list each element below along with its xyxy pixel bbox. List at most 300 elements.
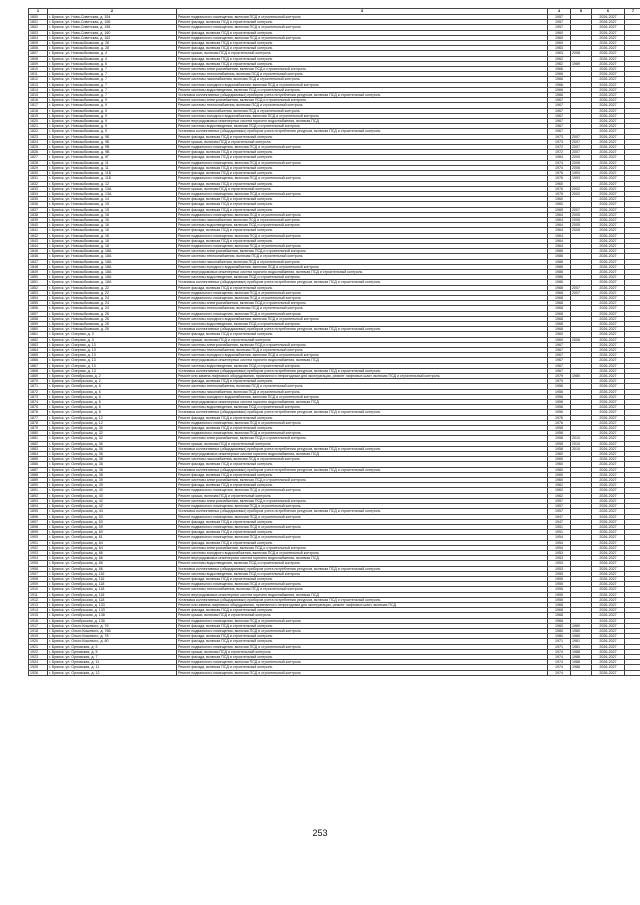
address: г. Брянск, ул. Октябрьская, д. 6 (48, 394, 177, 399)
row-number: 1887 (29, 467, 48, 472)
work-type: Ремонт внутридомовых инженерных систем горячего водоснабжения, включая ПСД (177, 452, 548, 457)
work-type: Ремонт фасада, включая ПСД и строительный контроль (177, 415, 548, 420)
build-year: 1960 (548, 337, 571, 342)
row-number: 1923 (29, 654, 48, 659)
work-type: Ремонт подвального помещения, включая ПСД и строительный контроль (177, 628, 548, 633)
row-number: 1878 (29, 420, 48, 425)
work-type: Ремонт внутридомовых инженерных систем горячего водоснабжения, включая ПСД (177, 592, 548, 597)
row-number: 1820 (29, 119, 48, 124)
work-type: Ремонт системы газоснабжения, включая ПСД и строительный контроль (177, 389, 548, 394)
build-year: 1986 (548, 259, 571, 264)
work-type: Ремонт крыши, включая ПСД и строительный контроль (177, 139, 548, 144)
row-number: 1924 (29, 660, 48, 665)
build-year: 1964 (548, 243, 571, 248)
work-type: Ремонт системы холодного водоснабжения, включая ПСД и строительный контроль (177, 113, 548, 118)
build-year: 1954 (548, 545, 571, 550)
address: г. Брянск, ул. Октябрьская, д. 39 (48, 478, 177, 483)
address: г. Брянск, ул. Озерная, д. 13 (48, 348, 177, 353)
work-type: Ремонт системы теплоснабжения, включая ПСД и строительный контроль (177, 587, 548, 592)
document-page (28, 8, 635, 676)
last-repair-year: 2007 (571, 145, 592, 150)
row-number: 1863 (29, 342, 48, 347)
work-type: Ремонт подвального помещения, включая ПСД и строительный контроль (177, 176, 548, 181)
row-number: 1901 (29, 540, 48, 545)
build-year: 1960 (548, 202, 571, 207)
work-type: Ремонт фасада, включая ПСД и строительный контроль (177, 197, 548, 202)
row-number: 1882 (29, 441, 48, 446)
planned-period: 2026-2027 (592, 254, 625, 259)
build-year: 1979 (548, 379, 571, 384)
planned-period: 2026-2027 (592, 176, 625, 181)
row-number: 1906 (29, 566, 48, 571)
last-repair-year: 1980 (571, 623, 592, 628)
address: г. Брянск, ул. Новозыбковская, д. 7 (48, 87, 177, 92)
address: г. Брянск, ул. Новозыбковская, д. 16 (48, 212, 177, 217)
row-number: 1904 (29, 556, 48, 561)
planned-period: 2026-2027 (592, 446, 625, 451)
address: г. Брянск, ул. Октябрьская, д. 116 (48, 571, 177, 576)
build-year: 1974 (548, 654, 571, 659)
work-type: Ремонт фасада, включая ПСД и строительный контроль (177, 238, 548, 243)
build-year: 1960 (548, 457, 571, 462)
address: г. Брянск, ул. Новозыбковская, д. 15 (48, 207, 177, 212)
last-repair-year: 2005 (571, 223, 592, 228)
build-year: 1964 (548, 233, 571, 238)
planned-period: 2026-2027 (592, 321, 625, 326)
planned-period: 2026-2027 (592, 285, 625, 290)
planned-period: 2026-2027 (592, 103, 625, 108)
build-year: 1968 (548, 311, 571, 316)
row-number: 1922 (29, 649, 48, 654)
address: г. Брянск, ул. Октябрьская, д. 118 (48, 587, 177, 592)
build-year: 1986 (548, 254, 571, 259)
planned-period: 2026-2027 (592, 311, 625, 316)
address: г. Брянск, ул. Октябрьская, д. 133 (48, 602, 177, 607)
address: г. Брянск, ул. Октябрьская, д. 118 (48, 597, 177, 602)
build-year: 1968 (548, 327, 571, 332)
build-year: 1980 (548, 634, 571, 639)
work-type: Установка коллективных (общедомовых) приборов учета потребления ресурсов, включая ПСД и строительный контроль (177, 280, 548, 285)
address: г. Брянск, ул. Ольги Кошевого, д. 80 (48, 639, 177, 644)
planned-period: 2026-2027 (592, 332, 625, 337)
planned-period: 2026-2027 (592, 295, 625, 300)
work-type: Ремонт крыши, включая ПСД и строительный контроль (177, 186, 548, 191)
address: г. Брянск, ул. Октябрьская, д. 66 (48, 556, 177, 561)
planned-period: 2026-2027 (592, 597, 625, 602)
row-number: 1856 (29, 306, 48, 311)
work-type: Ремонт подвального помещения, включая ПСД и строительный контроль (177, 670, 548, 675)
work-type: Ремонт системы холодного водоснабжения, включая ПСД и строительный контроль (177, 353, 548, 358)
row-number: 1818 (29, 108, 48, 113)
row-number: 1819 (29, 113, 48, 118)
work-type: Ремонт фасада, включая ПСД и строительный контроль (177, 540, 548, 545)
build-year: 1957 (548, 504, 571, 509)
address: г. Брянск, ул. Новозыбковская, д. 11 (48, 165, 177, 170)
last-repair-year: 2005 (571, 217, 592, 222)
planned-period: 2026-2027 (592, 51, 625, 56)
row-number: 1855 (29, 301, 48, 306)
work-type: Ремонт фасада, включая ПСД и строительный контроль (177, 519, 548, 524)
work-type: Ремонт фасада, включая ПСД и строительный контроль (177, 202, 548, 207)
address: г. Брянск, ул. Новозыбковская, д. 9 (48, 103, 177, 108)
row-number: 1834 (29, 191, 48, 196)
row-number: 1874 (29, 400, 48, 405)
address: г. Брянск, ул. Новозыбковская, д. 18А (48, 275, 177, 280)
work-type: Ремонт фасада, включая ПСД и строительный контроль (177, 165, 548, 170)
work-type: Ремонт внутридомовых инженерных систем горячего водоснабжения, включая ПСД (177, 119, 548, 124)
address: г. Брянск, ул. Озерная, д. 13 (48, 353, 177, 358)
planned-period: 2026-2027 (592, 82, 625, 87)
build-year: 1962 (548, 488, 571, 493)
row-number: 1858 (29, 316, 48, 321)
row-number: 1810 (29, 67, 48, 72)
work-type: Ремонт фасада, включая ПСД и строительный контроль (177, 665, 548, 670)
planned-period: 2026-2027 (592, 415, 625, 420)
build-year: 1957 (548, 498, 571, 503)
row-number: 1891 (29, 488, 48, 493)
work-type: Ремонт подвального помещения, включая ПСД и строительный контроль (177, 243, 548, 248)
build-year: 1962 (548, 61, 571, 66)
row-number: 1895 (29, 509, 48, 514)
build-year: 1974 (548, 649, 571, 654)
build-year: 1968 (548, 301, 571, 306)
build-year: 1964 (548, 223, 571, 228)
address: г. Брянск, ул. Октябрьская, д. 38 (48, 462, 177, 467)
work-type: Ремонт подвального помещения, включая ПСД и строительный контроль (177, 644, 548, 649)
planned-period: 2026-2027 (592, 602, 625, 607)
work-type: Ремонт системы водоотведения, включая ПСД и строительный контроль (177, 275, 548, 280)
address: г. Брянск, ул. Октябрьская, д. 12 (48, 420, 177, 425)
planned-period: 2026-2027 (592, 243, 625, 248)
work-type: Ремонт внутридомовых инженерных систем горячего водоснабжения, включая ПСД (177, 556, 548, 561)
work-type: Ремонт системы теплоснабжения, включая ПСД и строительный контроль (177, 72, 548, 77)
row-number: 1841 (29, 228, 48, 233)
work-type: Ремонт системы электроснабжения, включая ПСД и строительный контроль (177, 249, 548, 254)
address: г. Брянск, ул. Новозыбковская, д. 12 (48, 181, 177, 186)
last-repair-year: 2005 (571, 228, 592, 233)
page-number: 253 (312, 828, 328, 838)
address: г. Брянск, ул. Октябрьская, д. 6 (48, 400, 177, 405)
address: г. Брянск, ул. Октябрьская, д. 118 (48, 592, 177, 597)
build-year: 1960 (548, 478, 571, 483)
work-type: Ремонт подвального помещения, включая ПСД и строительный контроль (177, 212, 548, 217)
address: г. Брянск, ул. Новозыбковская, д. 18А (48, 264, 177, 269)
address: г. Брянск, ул. Новозыбковская, д. 7 (48, 77, 177, 82)
planned-period: 2026-2027 (592, 98, 625, 103)
work-type: Ремонт крыши, включая ПСД и строительный контроль (177, 337, 548, 342)
work-type: Ремонт фасада, включая ПСД и строительный контроль (177, 332, 548, 337)
planned-period: 2026-2027 (592, 124, 625, 129)
planned-period: 2026-2027 (592, 498, 625, 503)
work-type: Установка коллективных (общедомовых) приборов учета потребления ресурсов, включая ПСД и строительный контроль (177, 509, 548, 514)
work-type: Ремонт подвального помещения, включая ПСД и строительный контроль (177, 582, 548, 587)
work-type: Ремонт фасада, включая ПСД и строительный контроль (177, 285, 548, 290)
last-repair-year: 2010 (571, 436, 592, 441)
work-type: Ремонт подвального помещения, включая ПСД и строительный контроль (177, 420, 548, 425)
planned-period: 2026-2027 (592, 197, 625, 202)
planned-period: 2026-2027 (592, 462, 625, 467)
build-year: 1968 (548, 618, 571, 623)
row-number: 1849 (29, 269, 48, 274)
build-year: 1974 (548, 165, 571, 170)
work-type: Установка коллективных (общедомовых) приборов учета потребления ресурсов, включая ПСД и строительный контроль (177, 597, 548, 602)
address: г. Брянск, ул. Октябрьская, д. 12 (48, 415, 177, 420)
work-type: Ремонт подвального помещения, включая ПСД и строительный контроль (177, 524, 548, 529)
work-type: Ремонт фасада, включая ПСД и строительный контроль (177, 150, 548, 155)
work-type: Ремонт фасада, включая ПСД и строительный контроль (177, 634, 548, 639)
planned-period: 2026-2027 (592, 212, 625, 217)
address: г. Брянск, ул. Новозыбковская, д. 18А (48, 254, 177, 259)
address: г. Брянск, ул. Октябрьская, д. 40 (48, 493, 177, 498)
work-type: Установка коллективных (общедомовых) приборов учета потребления ресурсов, включая ПСД и строительный контроль (177, 410, 548, 415)
build-year: 1986 (548, 249, 571, 254)
row-number: 1915 (29, 613, 48, 618)
row-number: 1918 (29, 628, 48, 633)
row-number: 1808 (29, 56, 48, 61)
build-year: 1953 (548, 550, 571, 555)
planned-period: 2026-2027 (592, 545, 625, 550)
work-type: Ремонт фасада, включая ПСД и строительный контроль (177, 379, 548, 384)
planned-period: 2026-2027 (592, 93, 625, 98)
work-type: Ремонт системы электроснабжения, включая ПСД и строительный контроль (177, 67, 548, 72)
build-year: 1958 (548, 426, 571, 431)
row-number: 1844 (29, 243, 48, 248)
address: г. Брянск, ул. Новозыбковская, д. 7 (48, 82, 177, 87)
planned-period: 2026-2027 (592, 191, 625, 196)
work-type: Ремонт системы газоснабжения, включая ПСД и строительный контроль (177, 77, 548, 82)
row-number: 1836 (29, 202, 48, 207)
work-type: Ремонт фасада, включая ПСД и строительный контроль (177, 576, 548, 581)
planned-period: 2026-2027 (592, 452, 625, 457)
work-type: Ремонт системы водоотведения, включая ПСД и строительный контроль (177, 321, 548, 326)
build-year: 1966 (548, 67, 571, 72)
work-type: Ремонт подвального помещения, включая ПСД и строительный контроль (177, 514, 548, 519)
work-type: Ремонт системы газоснабжения, включая ПСД и строительный контроль (177, 108, 548, 113)
build-year: 1967 (548, 363, 571, 368)
row-number: 1854 (29, 295, 48, 300)
row-number: 1883 (29, 446, 48, 451)
last-repair-year: 2006 (571, 337, 592, 342)
row-number: 1802 (29, 25, 48, 30)
work-type: Ремонт фасада, включая ПСД и строительный контроль (177, 30, 548, 35)
build-year: 1960 (548, 35, 571, 40)
planned-period: 2026-2027 (592, 509, 625, 514)
row-number: 1847 (29, 259, 48, 264)
build-year: 1967 (548, 108, 571, 113)
build-year: 1960 (548, 472, 571, 477)
planned-period: 2026-2027 (592, 405, 625, 410)
work-type: Ремонт крыши, включая ПСД и строительный контроль (177, 441, 548, 446)
last-repair-year: 2007 (571, 134, 592, 139)
row-number: 1815 (29, 93, 48, 98)
build-year: 1967 (548, 342, 571, 347)
planned-period: 2026-2027 (592, 207, 625, 212)
work-type: Ремонт системы электроснабжения, включая ПСД и строительный контроль (177, 545, 548, 550)
build-year: 1956 (548, 400, 571, 405)
planned-period: 2026-2027 (592, 379, 625, 384)
row-number: 1876 (29, 410, 48, 415)
last-repair-year: 2007 (571, 207, 592, 212)
work-type: Ремонт подвального помещения, включая ПСД и строительный контроль (177, 618, 548, 623)
address: г. Брянск, ул. Новозыбковская, д. 9Г (48, 155, 177, 160)
work-type: Ремонт фасада, включая ПСД и строительный контроль (177, 20, 548, 25)
last-repair-year: 2002 (571, 191, 592, 196)
build-year: 1956 (548, 384, 571, 389)
planned-period: 2026-2027 (592, 478, 625, 483)
row-number: 1843 (29, 238, 48, 243)
address: г. Брянск, ул. Новозыбковская, д. 7 (48, 67, 177, 72)
planned-period: 2026-2027 (592, 67, 625, 72)
row-number: 1832 (29, 181, 48, 186)
build-year: 1953 (548, 561, 571, 566)
planned-period: 2026-2027 (592, 280, 625, 285)
last-repair-year: 1980 (571, 634, 592, 639)
row-number: 1909 (29, 582, 48, 587)
planned-period: 2026-2027 (592, 15, 625, 20)
work-type: Ремонт подвального помещения, включая ПСД и строительный контроль (177, 660, 548, 665)
planned-period: 2026-2027 (592, 160, 625, 165)
row-number: 1900 (29, 535, 48, 540)
last-repair-year: 2006 (571, 160, 592, 165)
build-year: 1967 (548, 348, 571, 353)
build-year: 1960 (548, 41, 571, 46)
build-year: 1955 (548, 582, 571, 587)
address: г. Брянск, ул. Озерная, д. 3 (48, 337, 177, 342)
address: г. Брянск, ул. Новозыбковская, д. 6 (48, 61, 177, 66)
planned-period: 2026-2027 (592, 139, 625, 144)
row-number: 1833 (29, 186, 48, 191)
last-repair-year (571, 670, 592, 675)
last-repair-year: 1980 (571, 628, 592, 633)
build-year: 1962 (548, 493, 571, 498)
address: г. Брянск, ул. Новозыбковская, д. 7 (48, 72, 177, 77)
row-number: 1873 (29, 394, 48, 399)
address: г. Брянск, ул. Новозыбковская, д. 18А (48, 269, 177, 274)
address: г. Брянск, ул. Озерная, д. 13 (48, 368, 177, 373)
build-year: 1966 (548, 93, 571, 98)
last-repair-year: 2006 (571, 165, 592, 170)
build-year: 1972 (548, 150, 571, 155)
row-number: 1870 (29, 379, 48, 384)
planned-period: 2026-2027 (592, 61, 625, 66)
address: г. Брянск, ул. Новозыбковская, д. 26 (48, 41, 177, 46)
build-year: 1957 (548, 509, 571, 514)
planned-period: 2026-2027 (592, 535, 625, 540)
build-year: 1986 (548, 275, 571, 280)
work-type: Ремонт фасада, включая ПСД и строительный контроль (177, 56, 548, 61)
address: г. Брянск, ул. Октябрьская, д. 39 (48, 483, 177, 488)
work-type: Ремонт внутридомовых инженерных систем горячего водоснабжения, включая ПСД (177, 400, 548, 405)
build-year: 1966 (548, 72, 571, 77)
row-number: 1871 (29, 384, 48, 389)
last-repair-year: 1988 (571, 660, 592, 665)
row-number: 1823 (29, 134, 48, 139)
address: г. Брянск, ул. Октябрьская, д. 60 (48, 530, 177, 535)
planned-period: 2026-2027 (592, 150, 625, 155)
address: г. Брянск, ул. Октябрьская, д. 6 (48, 389, 177, 394)
planned-period: 2026-2027 (592, 165, 625, 170)
row-number: 1911 (29, 592, 48, 597)
planned-period: 2026-2027 (592, 46, 625, 51)
address: г. Брянск, ул. Новозыбковская, д. 16 (48, 217, 177, 222)
address: г. Брянск, ул. Октябрьская, д. 42 (48, 504, 177, 509)
row-number: 1805 (29, 41, 48, 46)
row-number: 1850 (29, 275, 48, 280)
work-type: Ремонт подвального помещения, включая ПСД и строительный контроль (177, 191, 548, 196)
last-repair-year: 2007 (571, 150, 592, 155)
address: г. Брянск, ул. Орловская, д. 11 (48, 660, 177, 665)
work-type: Ремонт фасада, включая ПСД и строительный контроль (177, 171, 548, 176)
address: г. Брянск, ул. Октябрьская, д. 36 (48, 441, 177, 446)
address: г. Брянск, ул. Озерная, д. 3 (48, 332, 177, 337)
build-year: 1976 (548, 176, 571, 181)
build-year: 1955 (548, 597, 571, 602)
row-number: 1814 (29, 87, 48, 92)
planned-period: 2026-2027 (592, 649, 625, 654)
work-type: Ремонт системы газоснабжения, включая ПСД и строительный контроль (177, 217, 548, 222)
planned-period: 2026-2027 (592, 571, 625, 576)
work-type: Ремонт или замена лифтового оборудования, признанного непригодным для эксплуатации, ремонт лифтовых шахт, включая ПСД (177, 602, 548, 607)
planned-period: 2026-2027 (592, 566, 625, 571)
address: г. Брянск, ул. Октябрьская, д. 53 (48, 519, 177, 524)
row-number: 1868 (29, 368, 48, 373)
work-type: Установка коллективных (общедомовых) приборов учета потребления ресурсов, включая ПСД и строительный контроль (177, 566, 548, 571)
column-header: 2 (48, 9, 177, 15)
build-year: 1958 (548, 441, 571, 446)
address: г. Брянск, ул. Октябрьская, д. 40 (48, 488, 177, 493)
address: г. Брянск, ул. Новозыбковская, д. 4 (48, 51, 177, 56)
build-year: 1955 (548, 592, 571, 597)
build-year: 1967 (548, 368, 571, 373)
planned-period: 2026-2027 (592, 519, 625, 524)
work-type: Ремонт системы электроснабжения, включая ПСД и строительный контроль (177, 478, 548, 483)
build-year: 1976 (548, 171, 571, 176)
work-type: Ремонт системы газоснабжения, включая ПСД и строительный контроль (177, 457, 548, 462)
last-repair-year: 2007 (571, 285, 592, 290)
planned-period: 2026-2027 (592, 275, 625, 280)
address: г. Брянск, ул. Октябрьская, д. 118 (48, 582, 177, 587)
row-number: 1839 (29, 217, 48, 222)
address: г. Брянск, ул. Новозыбковская, д. 28 (48, 46, 177, 51)
build-year: 1971 (548, 639, 571, 644)
row-number: 1897 (29, 519, 48, 524)
work-type: Ремонт подвального помещения, включая ПСД и строительный контроль (177, 488, 548, 493)
planned-period: 2026-2027 (592, 217, 625, 222)
build-year: 1973 (548, 134, 571, 139)
row-number: 1800 (29, 15, 48, 20)
planned-period: 2026-2027 (592, 301, 625, 306)
build-year: 1963 (548, 46, 571, 51)
work-type: Ремонт фасада, включая ПСД и строительный контроль (177, 530, 548, 535)
row-number: 1886 (29, 462, 48, 467)
planned-period: 2026-2027 (592, 436, 625, 441)
build-year: 1965 (548, 207, 571, 212)
planned-period: 2026-2027 (592, 530, 625, 535)
row-number: 1896 (29, 514, 48, 519)
work-type: Ремонт крыши, включая ПСД и строительный контроль (177, 51, 548, 56)
build-year: 1967 (548, 129, 571, 134)
build-year: 1976 (548, 186, 571, 191)
row-number: 1866 (29, 358, 48, 363)
work-type: Ремонт подвального помещения, включая ПСД и строительный контроль (177, 25, 548, 30)
planned-period: 2026-2027 (592, 504, 625, 509)
planned-period: 2026-2027 (592, 119, 625, 124)
build-year: 1964 (548, 217, 571, 222)
planned-period: 2026-2027 (592, 113, 625, 118)
planned-period: 2026-2027 (592, 41, 625, 46)
work-type: Ремонт системы водоотведения, включая ПСД и строительный контроль (177, 571, 548, 576)
last-repair-year: 2005 (571, 155, 592, 160)
